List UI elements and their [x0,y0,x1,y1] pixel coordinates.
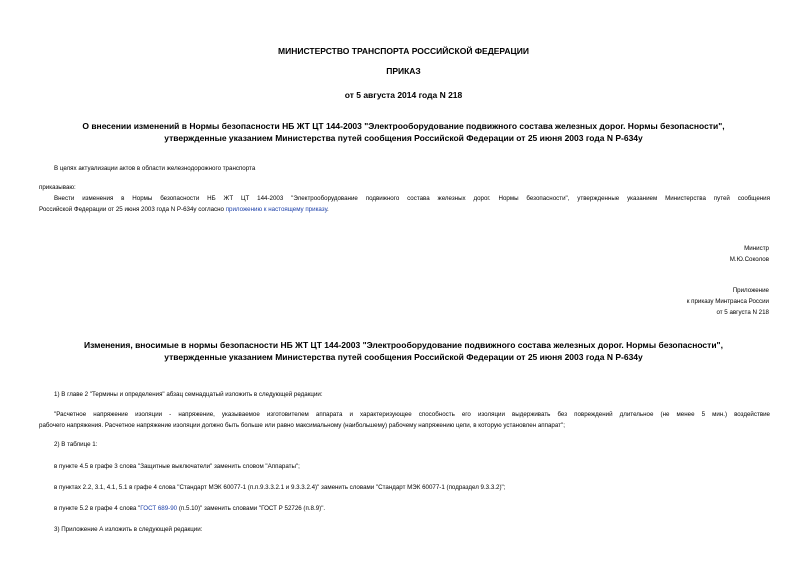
item-2c-prefix: в пункте 5.2 в графе 4 слова " [54,505,141,512]
date-number-heading: от 5 августа 2014 года N 218 [344,90,463,100]
definition-line2: рабочего напряжения. Расчетное напряжение изоляции должно быть больше или равно максимальному (наибольшему) рабочему напряжению цепи, в которую установлен аппарат"; [39,422,565,429]
item-2a: в пункте 4.5 в графе 3 слова "Защитные выключатели" заменить словом "Аппараты"; [54,463,300,470]
changes-title-line2: утвержденные указанием Министерства путей сообщения Российской Федерации от 25 июня 2003 года N Р-634у [164,352,643,362]
signature-position: Министр [744,245,769,252]
order-title-line2: утвержденные указанием Министерства путей сообщения Российской Федерации от 25 июня 2003 года N Р-634у [164,133,643,143]
order-paragraph-line2 [39,206,329,213]
appendix-label: Приложение [732,287,769,294]
changes-title-line1: Изменения, вносимые в нормы безопасности НБ ЖТ ЦТ 144-2003 "Электрооборудование подвижного состава железных дорог. Нормы безопасности", [84,340,723,350]
order-word: приказываю: [39,184,76,191]
order-paragraph-line1: Внести изменения в Нормы безопасности НБ ЖТ ЦТ 144-2003 "Электрооборудование подвижного состава железных дорог. Нормы безопасности", утвержденные указанием Министерства путей сообщения [54,195,770,202]
appendix-ref-line2: к приказу Минтранса России [686,298,769,305]
doc-type-heading: ПРИКАЗ [386,66,421,76]
appendix-link[interactable]: приложению к настоящему приказу [225,206,328,213]
order-line2-suffix: . [327,206,329,213]
item-1: 1) В главе 2 "Термины и определения" абзац семнадцатый изложить в следующей редакции: [54,391,323,398]
signature-name: М.Ю.Соколов [729,256,769,263]
ministry-heading: МИНИСТЕРСТВО ТРАНСПОРТА РОССИЙСКОЙ ФЕДЕРАЦИИ [278,46,529,56]
item-2c [54,505,325,512]
purpose-paragraph: В целях актуализации актов в области железнодорожного транспорта [54,165,256,172]
appendix-ref-line3: от 5 августа N 218 [716,309,769,316]
order-line2-prefix: Российской Федерации от 25 июня 2003 года N Р-634у согласно [39,206,226,213]
order-title-line1: О внесении изменений в Нормы безопасности НБ ЖТ ЦТ 144-2003 "Электрооборудование подвижного состава железных дорог. Нормы безопасности", [82,121,725,131]
item-2c-suffix: (п.5.10)" заменить словами "ГОСТ Р 52726 (п.8.9)". [177,505,326,512]
gost-689-90-link[interactable]: ГОСТ 689-90 [140,505,178,512]
definition-line1: "Расчетное напряжение изоляции - напряжение, указываемое изготовителем аппарата и характеризующее способность его изоляции выдерживать без повреждений длительное (не менее 5 мин.) воздействие [54,411,770,418]
item-2: 2) В таблице 1: [54,441,98,448]
item-3: 3) Приложение А изложить в следующей редакции: [54,526,203,533]
item-2b: в пунктах 2.2, 3.1, 4.1, 5.1 в графе 4 слова "Стандарт МЭК 60077-1 (п.п.9.3.3.2.1 и 9.3.3.2.4)" заменить словами "Стандарт МЭК 60077-1 (подраздел 9.3.3.2)"; [54,484,506,491]
